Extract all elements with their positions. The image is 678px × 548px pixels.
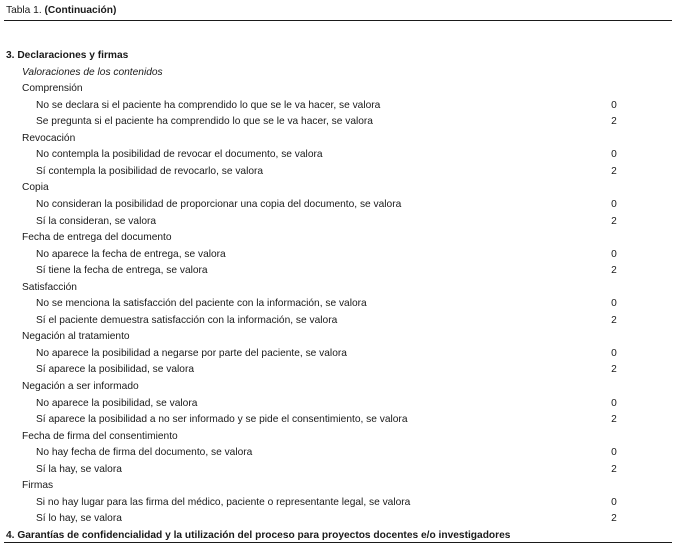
category-heading-text: Revocación xyxy=(22,132,76,144)
criterion-row xyxy=(0,114,678,130)
criterion-row xyxy=(0,313,678,329)
score-value: 0 xyxy=(611,298,617,310)
section-subtitle xyxy=(0,65,678,81)
score-value: 2 xyxy=(611,165,617,177)
criterion-row-text: Sí aparece la posibilidad, se valora xyxy=(36,364,195,376)
criterion-row-text: Sí aparece la posibilidad a no ser informado y se pide el consentimiento, se valora xyxy=(36,414,408,426)
caption-suffix: (Continuación) xyxy=(44,5,117,16)
score-value: 2 xyxy=(611,116,617,128)
category-heading xyxy=(0,429,678,445)
criterion-row-text: Sí tiene la fecha de entrega, se valora xyxy=(36,265,208,277)
score-value: 0 xyxy=(611,248,617,260)
bottom-rule xyxy=(4,542,672,543)
category-heading xyxy=(0,478,678,494)
category-heading-text: Satisfacción xyxy=(22,281,77,293)
criterion-row xyxy=(0,247,678,263)
criterion-row xyxy=(0,412,678,428)
criterion-row xyxy=(0,296,678,312)
criterion-row-text: Sí contempla la posibilidad de revocarlo, se valora xyxy=(36,165,264,177)
criterion-row-text: Sí el paciente demuestra satisfacción con la información, se valora xyxy=(36,314,338,326)
criterion-row-text: No se declara si el paciente ha comprendido lo que se le va hacer, se valora xyxy=(36,99,381,111)
section-title xyxy=(0,48,678,64)
score-value: 2 xyxy=(611,414,617,426)
criterion-row xyxy=(0,147,678,163)
top-rule xyxy=(4,20,672,21)
category-heading xyxy=(0,280,678,296)
criterion-row-text: No contempla la posibilidad de revocar el documento, se valora xyxy=(36,149,323,161)
score-value: 2 xyxy=(611,364,617,376)
criterion-row xyxy=(0,197,678,213)
score-value: 2 xyxy=(611,265,617,277)
criterion-row-text: Sí la hay, se valora xyxy=(36,463,122,475)
category-heading-text: Negación al tratamiento xyxy=(22,331,130,343)
criterion-row xyxy=(0,396,678,412)
criterion-row-text: No se menciona la satisfacción del paciente con la información, se valora xyxy=(36,298,367,310)
criterion-row xyxy=(0,214,678,230)
category-heading-text: Negación a ser informado xyxy=(22,381,139,392)
table-caption xyxy=(6,5,116,16)
criterion-row xyxy=(0,98,678,114)
criterion-row-text: Se pregunta si el paciente ha comprendido lo que se le va hacer, se valora xyxy=(36,116,373,128)
criterion-row xyxy=(0,164,678,180)
score-value: 0 xyxy=(611,99,617,111)
criterion-row-text: Sí lo hay, se valora xyxy=(36,513,122,525)
criterion-row xyxy=(0,445,678,461)
category-heading-text: Fecha de firma del consentimiento xyxy=(22,430,178,442)
category-heading xyxy=(0,81,678,97)
score-value: 0 xyxy=(611,397,617,409)
criterion-row-text: No aparece la posibilidad a negarse por parte del paciente, se valora xyxy=(36,347,347,359)
score-value: 0 xyxy=(611,347,617,359)
score-value: 2 xyxy=(611,463,617,475)
category-heading-text: Copia xyxy=(22,182,49,194)
section-subtitle-text: Valoraciones de los contenidos xyxy=(22,66,163,78)
criterion-row-text: No aparece la fecha de entrega, se valora xyxy=(36,248,226,260)
score-value: 2 xyxy=(611,513,617,525)
criterion-row xyxy=(0,511,678,527)
category-heading xyxy=(0,180,678,196)
section-title-text: 4. Garantías de confidencialidad y la utilización del proceso para proyectos docentes e/o investigadores xyxy=(6,529,511,541)
category-heading-text: Fecha de entrega del documento xyxy=(22,232,172,244)
score-value: 2 xyxy=(611,215,617,227)
category-heading xyxy=(0,379,678,395)
criterion-row xyxy=(0,346,678,362)
criterion-row xyxy=(0,263,678,279)
category-heading xyxy=(0,329,678,345)
category-heading-text: Comprensión xyxy=(22,83,83,95)
criterion-row xyxy=(0,362,678,378)
criterion-row-text: No consideran la posibilidad de proporcionar una copia del documento, se valora xyxy=(36,198,402,210)
section-title-text: 3. Declaraciones y firmas xyxy=(6,50,129,61)
category-heading xyxy=(0,131,678,147)
criterion-row xyxy=(0,462,678,478)
criterion-row-text: No hay fecha de firma del documento, se valora xyxy=(36,447,253,459)
score-value: 0 xyxy=(611,198,617,210)
category-heading xyxy=(0,230,678,246)
criterion-row xyxy=(0,495,678,511)
score-value: 0 xyxy=(611,496,617,508)
caption-prefix: Tabla 1. xyxy=(6,5,42,16)
category-heading-text: Firmas xyxy=(22,480,54,492)
score-value: 0 xyxy=(611,149,617,161)
score-value: 0 xyxy=(611,447,617,459)
criterion-row-text: Sí la consideran, se valora xyxy=(36,215,157,227)
score-value: 2 xyxy=(611,314,617,326)
criterion-row-text: Si no hay lugar para las firma del médico, paciente o representante legal, se valora xyxy=(36,496,411,508)
criterion-row-text: No aparece la posibilidad, se valora xyxy=(36,397,198,409)
